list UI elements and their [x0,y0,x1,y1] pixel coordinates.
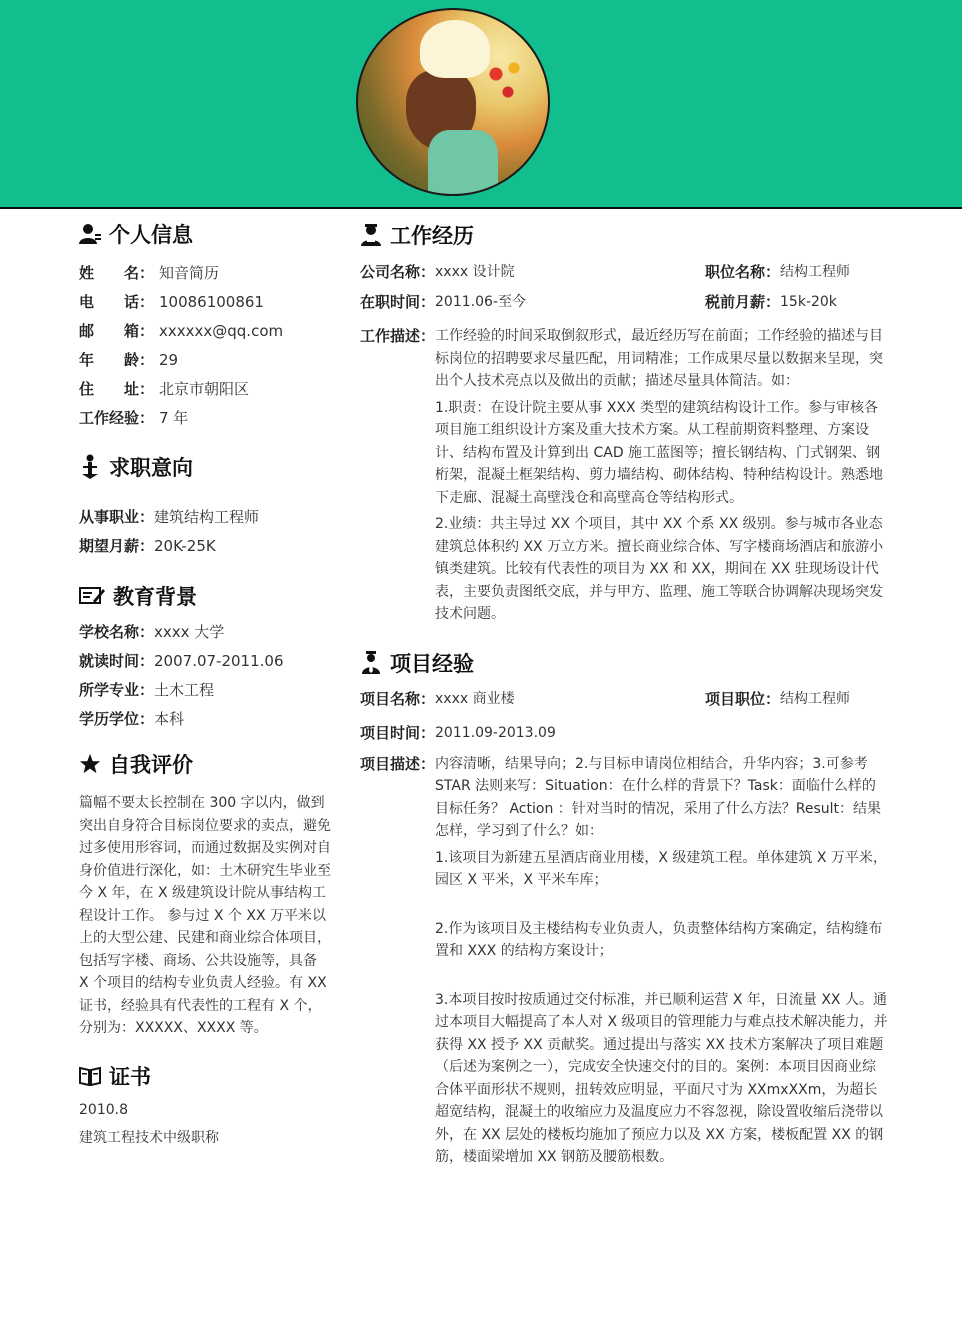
info-row-degree: 学历学位：本科 [79,710,185,728]
cert-name: 建筑工程技术中级职称 [79,1129,219,1146]
right-column [360,215,888,1173]
left-column [79,215,337,1152]
work-salary: 15k-20k [780,294,837,310]
project-name: xxxx 商业楼 [435,690,515,707]
person-pin-icon [79,454,101,480]
info-row-address: 住 址： 北京市朝阳区 [79,380,250,398]
section-intent [79,451,337,483]
project-desc-item-3: 3.本项目按时按质通过交付标准，并已顺利运营 X 年，日流量 XX 人。通过本项目大幅提高了本人对 X 级项目的管理能力与难点技术解决能力，并获得 XX 授予 XX 贡献奖。通过提出与落实 XX 技术方案解决了项目难题（后述为案例之一），完成安全快速交付的目的。案例：本项目因商业综合体平面形状不规则，扭转效应明显，平面尺寸为 XXmxXXm，为超长超宽结构，混凝土的收缩应力及温度应力不容忽视，除设置收缩后浇带以外，在 XX 层处的楼板均施加了预应力以及 XX 方案，楼板配置 XX 的钢筋，楼面梁增加 XX 钢筋及腰筋根数。 [435,991,888,1165]
section-title-work: 工作经历 [390,224,474,248]
project-description: 项目描述： 内容清晰，结果导向；2.与目标申请岗位相结合，升华内容；3.可参考 STAR 法则来写：Situation：在什么样的背景下？Task：面临什么样的目标任务？ Action ：针对当时的情况，采用了什么方法？Result：结果怎样，学习到了什么？如： 1.该项目为新建五星酒店商业用楼，X 级建筑工程。单体建筑 X 万平米，园区 X 平米，X 平米车库； 2.作为该项目及主楼结构专业负责人，负责整体结构方案确定，结构缝布置和 XXX 的结构方案设计； 3.本项目按时按质通过交付标准，并已顺利运营 X 年，日流量 XX 人。通过本项目大幅提高了本人对 X 级项目的管理能力与难点技术解决能力，并获得 XX 授予 XX 贡献奖。通过提出与落实 XX 技术方案解决了项目难题（后述为案例之一），完成安全快速交付的目的。案例：本项目因商业综合体平面形状不规则，扭转效应明显，平面尺寸为 XXmxXXm，为超长超宽结构，混凝土的收缩应力及温度应力不容忽视，除设置收缩后浇带以外，在 XX 层处的楼板均施加了预应力以及 XX 方案，楼板配置 XX 的钢筋，楼面梁增加 XX 钢筋及腰筋根数。 [360,753,888,1173]
cert-date: 2010.8 [79,1101,128,1118]
info-row-major: 所学专业：土木工程 [79,681,215,699]
work-desc-achievement: 2.业绩：共主导过 XX 个项目，其中 XX 个系 XX 级别。参与城市各业态建筑总体积约 XX 万立方米。擅长商业综合体、写字楼商场酒店和旅游小镇类建筑。比较有代表性的项目为 XX 和 XX，期间在 XX 驻现场设计代表，主要负责图纸交底，并与甲方、监理、施工等联合协调解决现场突发技术问题。 [435,516,884,622]
work-position: 结构工程师 [780,264,851,280]
section-title-cert: 证书 [109,1064,151,1089]
section-title-personal: 个人信息 [109,223,193,247]
info-row-age: 年 龄： 29 [79,351,179,369]
header-banner [0,0,962,209]
work-desc-duty: 1.职责：在设计院主要从事 XXX 类型的建筑结构设计工作。参与审核各项目施工组织设计方案及重大技术方案。从工程前期资料整理、方案设计、结构布置及计算到出 CAD 施工蓝图等；擅长钢结构、门式钢架、钢桁架，混凝土框架结构、剪力墙结构、砌体结构、特种结构设计。熟悉地下走廊、混凝土高壁浅仓和高壁高仓等结构形式。 [435,399,884,506]
work-row-company: 公司名称： xxxx 设计院 职位名称： 结构工程师 [360,257,888,287]
section-project [360,647,888,679]
star-icon [79,753,101,775]
info-row-salary: 期望月薪：20K-25K [79,537,216,555]
project-desc-item-2: 2.作为该项目及主楼结构专业负责人，负责整体结构方案确定，结构缝布置和 XXX 的结构方案设计； [435,920,883,959]
section-personal [79,218,337,250]
section-title-intent: 求职意向 [109,456,193,480]
project-desc-item-1: 1.该项目为新建五星酒店商业用楼，X 级建筑工程。单体建筑 X 万平米，园区 X 平米，X 平米车库； [435,849,887,888]
work-time: 2011.06-至今 [435,294,526,310]
work-desc-intro: 工作经验的时间采取倒叙形式，最近经历写在前面；工作经验的描述与目标岗位的招聘要求尽量匹配，用词精准；工作成果尽量以数据来呈现，突出个人技术亮点以及做出的贡献；描述尽量具体简洁。如： [435,328,884,389]
work-row-time: 在职时间： 2011.06-至今 税前月薪： 15k-20k [360,287,888,317]
info-row-occupation: 从事职业：建筑结构工程师 [79,508,260,526]
project-time: 2011.09-2013.09 [435,724,556,741]
worker-icon [360,223,382,247]
section-title-self-eval: 自我评价 [109,753,193,777]
section-title-education: 教育背景 [113,585,197,609]
section-cert [79,1060,337,1092]
project-row-name: 项目名称： xxxx 商业楼 项目职位： 结构工程师 [360,684,888,714]
section-work [360,219,888,251]
tie-person-icon [360,651,382,675]
user-icon [79,223,101,245]
section-title-project: 项目经验 [390,651,474,676]
work-company: xxxx 设计院 [435,264,515,280]
project-desc-intro: 内容清晰，结果导向；2.与目标申请岗位相结合，升华内容；3.可参考 STAR 法则来写：Situation：在什么样的背景下？Task：面临什么样的目标任务？ Action ：针对当时的情况，采用了什么方法？Result：结果怎样，学习到了什么？如： [435,755,882,839]
info-row-phone: 电 话： 10086100861 [79,293,264,311]
certificate-pen-icon [79,585,105,607]
section-education [79,580,337,612]
project-row-time: 项目时间： 2011.09-2013.09 [360,718,888,748]
info-row-period: 就读时间：2007.07-2011.06 [79,652,284,670]
personal-list [79,259,337,433]
avatar [356,8,550,196]
info-row-school: 学校名称：xxxx 大学 [79,623,225,641]
intent-list [79,503,337,561]
education-list [79,618,337,734]
book-icon [79,1066,101,1086]
section-self-eval [79,748,337,780]
info-row-experience: 工作经验： 7 年 [79,409,189,427]
work-description: 工作描述： 工作经验的时间采取倒叙形式，最近经历写在前面；工作经验的描述与目标岗位的招聘要求尽量匹配，用词精准；工作成果尽量以数据来呈现，突出个人技术亮点以及做出的贡献；描述尽量具体简洁。如： 1.职责：在设计院主要从事 XXX 类型的建筑结构设计工作。参与审核各项目施工组织设计方案及重大技术方案。从工程前期资料整理、方案设计、结构布置及计算到出 CAD 施工蓝图等；擅长钢结构、门式钢架、钢桁架，混凝土框架结构、剪力墙结构、砌体结构、特种结构设计。熟悉地下走廊、混凝土高壁浅仓和高壁高仓等结构形式。 2.业绩：共主导过 XX 个项目，其中 XX 个系 XX 级别。参与城市各业态建筑总体积约 XX 万立方米。擅长商业综合体、写字楼商场酒店和旅游小镇类建筑。比较有代表性的项目为 XX 和 XX，期间在 XX 驻现场设计代表，主要负责图纸交底，并与甲方、监理、施工等联合协调解决现场突发技术问题。 [360,325,888,630]
info-row-email: 邮 箱： xxxxxx@qq.com [79,322,284,340]
self-eval-text: 篇幅不要太长控制在 300 字以内，做到突出自身符合目标岗位要求的卖点，避免过多使用形容词，而通过数据及实例对自身价值进行深化，如：土木研究生毕业至今 X 年，在 X 级建筑设计院从事结构工程设计工作。 参与过 X 个 XX 万平米以上的大型公建、民建和商业综合体项目，包括写字楼、商场、公共设施等，具备 X 个项目的结构专业负责人经验。有 XX 证书，经验具有代表性的工程有 X 个，分别为：XXXXX、XXXX 等。 [79,795,331,1036]
project-role: 结构工程师 [780,690,851,707]
info-row-name: 姓 名： 知音简历 [79,264,220,282]
